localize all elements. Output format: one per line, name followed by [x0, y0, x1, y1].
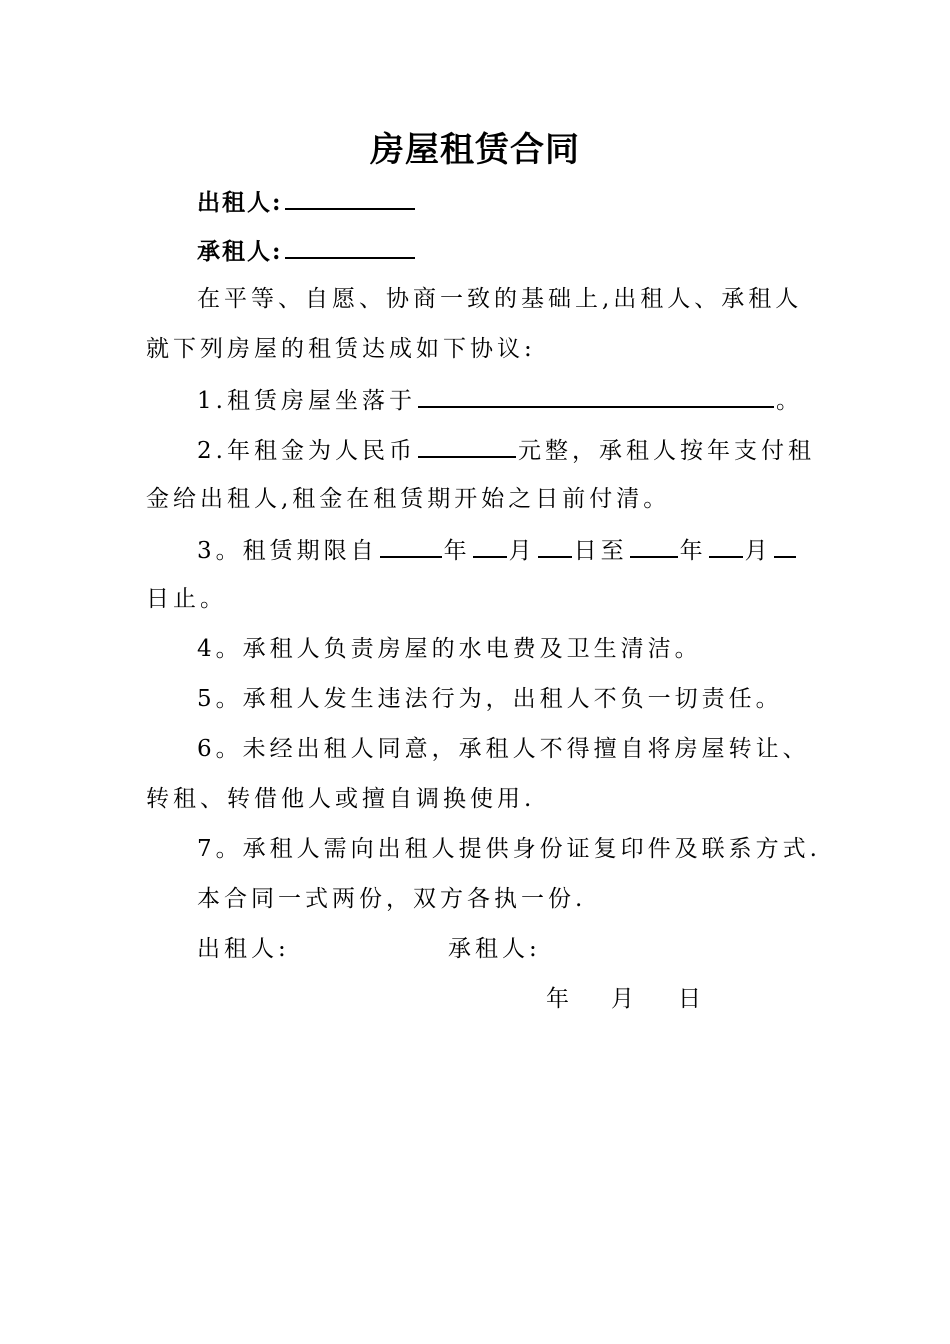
date-day: 日 — [678, 986, 705, 1012]
clause-1-text: 1.租赁房屋坐落于 — [197, 388, 416, 414]
clause-2-line-2: 金给出租人,租金在租赁期开始之日前付清。 — [146, 486, 671, 512]
clause-2-text-a: 2.年租金为人民币 — [197, 438, 416, 464]
copies-statement: 本合同一式两份，双方各执一份. — [197, 886, 587, 912]
signature-lessee: 承租人: — [448, 936, 541, 962]
lessee-label: 承租人: — [197, 238, 283, 265]
address-blank — [418, 384, 774, 408]
start-month-blank — [473, 534, 507, 558]
clause-7: 7。承租人需向出租人提供身份证复印件及联系方式. — [197, 836, 821, 862]
clause-1-end: 。 — [775, 388, 803, 414]
clause-3-line-2: 日止。 — [146, 586, 227, 612]
clause-3-year2: 年 — [679, 538, 707, 564]
clause-3-year: 年 — [443, 538, 471, 564]
clause-3-line-1 — [197, 534, 798, 566]
clause-3-month: 月 — [508, 538, 536, 564]
clause-6-line-2: 转租、转借他人或擅自调换使用. — [146, 786, 536, 812]
intro-line-1: 在平等、自愿、协商一致的基础上,出租人、承租人 — [197, 286, 803, 312]
lessee-blank — [285, 235, 415, 259]
date-month: 月 — [611, 986, 638, 1012]
signature-lessor: 出租人: — [197, 936, 290, 962]
document-title: 房屋租赁合同 — [370, 130, 580, 170]
lessor-line — [197, 186, 417, 218]
lessor-label: 出租人: — [197, 189, 283, 216]
clause-2-text-b: 元整，承租人按年支付租 — [517, 438, 815, 464]
end-day-blank — [774, 534, 796, 558]
clause-4: 4。承租人负责房屋的水电费及卫生清洁。 — [197, 636, 702, 662]
intro-line-2: 就下列房屋的租赁达成如下协议: — [146, 336, 536, 362]
clause-2-line-1 — [197, 434, 815, 466]
end-month-blank — [709, 534, 743, 558]
lessee-line — [197, 235, 417, 267]
clause-1 — [197, 384, 803, 416]
clause-3-day-to: 日至 — [573, 538, 628, 564]
clause-3-month2: 月 — [744, 538, 772, 564]
lessor-blank — [285, 186, 415, 210]
date-year: 年 — [546, 986, 573, 1012]
start-year-blank — [380, 534, 442, 558]
end-year-blank — [630, 534, 678, 558]
clause-3-text: 3。租赁期限自 — [197, 538, 378, 564]
start-day-blank — [538, 534, 572, 558]
clause-5: 5。承租人发生违法行为，出租人不负一切责任。 — [197, 686, 783, 712]
clause-6-line-1: 6。未经出租人同意，承租人不得擅自将房屋转让、 — [197, 736, 810, 762]
rent-blank — [418, 434, 516, 458]
